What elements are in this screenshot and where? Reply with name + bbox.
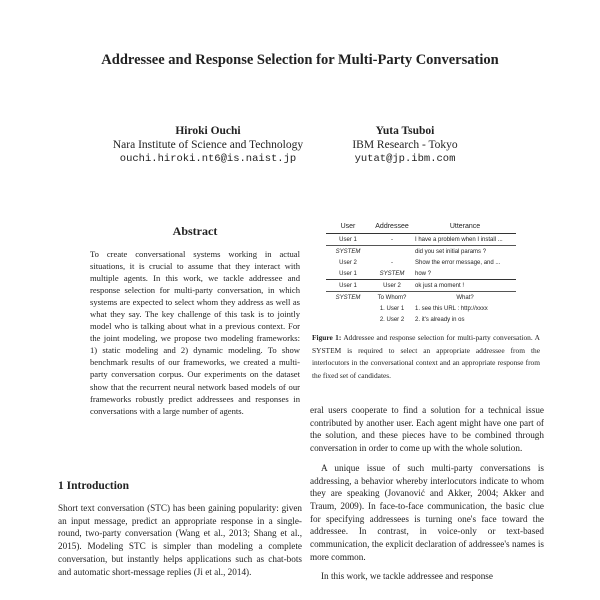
paragraph: eral users cooperate to find a solution for a technical issue contributed by another user. Each agent might have one part of the solution, and these pieces have to be combined through conversation in order to come up with the whole solution.	[310, 405, 544, 454]
paper-title: Addressee and Response Selection for Multi-Party Conversation	[101, 52, 499, 68]
author-email: ouchi.hiroki.nt6@is.naist.jp	[119, 153, 297, 165]
figure-1-table	[326, 222, 516, 325]
cell-utterance: What?	[414, 292, 516, 304]
figure-1-caption	[312, 332, 540, 382]
cell-utterance: how ?	[415, 270, 432, 277]
author-2	[285, 124, 525, 166]
author-affiliation: Nara Institute of Science and Technology	[112, 139, 304, 151]
cell-utterance: Show the error message, and ...	[415, 259, 501, 266]
cell-user: User 1	[326, 280, 370, 292]
table-row	[326, 314, 516, 325]
table-row	[326, 268, 516, 280]
table-row	[326, 257, 516, 268]
caption-text: Addressee and response selection for multi-party conversation. A SYSTEM is required to select an appropriate addressee from the interlocutors in the conversational context and an appropriate response from the fixed set of candidates.	[312, 333, 540, 380]
cell-user: SYSTEM	[326, 246, 370, 258]
author-name: Hiroki Ouchi	[175, 125, 241, 137]
cell-user: SYSTEM	[326, 292, 370, 304]
col-header-utterance: Utterance	[414, 222, 516, 234]
abstract-heading: Abstract	[172, 224, 218, 238]
paragraph: In this work, we tackle addressee and response	[321, 571, 493, 582]
cell-user: User 2	[339, 259, 357, 266]
table-row	[326, 246, 516, 258]
author-email: yutat@jp.ibm.com	[354, 153, 456, 165]
cell-user: User 1	[339, 236, 357, 243]
cell-addressee: User 2	[370, 280, 414, 292]
cell-addressee	[370, 246, 414, 258]
caption-label: Figure 1:	[312, 333, 342, 342]
cell-addressee: SYSTEM	[379, 270, 405, 277]
author-name: Yuta Tsuboi	[375, 125, 435, 137]
introduction-text: Short text conversation (STC) has been gaining popularity: given an input message, predict an appropriate response in a single-round, two-party conversation (Wang et al., 2013; Shang et al., 2015). Modeling STC is simpler than modeling a complete conversation, but instantly helps applications such as chat-bots and automatic short-message replies (Ji et al., 2014).	[58, 503, 302, 577]
cell-utterance: 2. it's already in os	[415, 316, 465, 323]
cell-addressee: -	[391, 236, 393, 243]
cell-addressee: 1. User 1	[379, 305, 405, 312]
cell-utterance: ok just a moment !	[414, 280, 516, 292]
cell-addressee: -	[391, 259, 393, 266]
cell-utterance: I have a problem when I install ...	[415, 236, 503, 243]
cell-addressee: 2. User 2	[379, 316, 405, 323]
table-row	[326, 280, 516, 292]
section-heading-introduction: 1 Introduction	[58, 480, 130, 492]
table-row	[326, 292, 516, 304]
cell-utterance: did you set initial params ?	[414, 246, 516, 258]
cell-utterance: 1. see this URL : http://xxxx	[415, 305, 488, 312]
author-affiliation: IBM Research - Tokyo	[352, 139, 458, 151]
abstract-text: To create conversational systems working in actual situations, it is crucial to assume that they interact with multiple agents. In this work, we tackle addressee and response selection for multi-party conversation, in which systems are expected to select whom they address as well as what they say. The key challenge of this task is to jointly model who is talking about what in a previous context. For the joint modeling, we propose two modeling frameworks: 1) static modeling and 2) dynamic modeling. To show benchmark results of our frameworks, we created a multi-party conversation corpus. Our experiments on the dataset show that the recurrent neural network based models of our frameworks robustly predict addressees and responses in conversations with a large number of agents.	[90, 249, 300, 416]
right-column-text	[310, 404, 544, 590]
cell-user: User 1	[339, 270, 357, 277]
paragraph: A unique issue of such multi-party conversations is addressing, a behavior whereby interlocutors indicate to whom they are speaking (Jovanović and Akker, 2004; Akker and Traum, 2009). In face-to-face communication, the basic clue for specifying addressees is turning one's face toward the addressee. In contrast, in voice-only or text-based communication, the explicit declaration of addressee's names is more common.	[310, 462, 544, 562]
col-header-user: User	[326, 222, 370, 234]
cell-user	[326, 303, 370, 314]
table-row	[326, 234, 516, 246]
cell-user	[326, 314, 370, 325]
col-header-addressee: Addressee	[370, 222, 414, 234]
cell-addressee: To Whom?	[370, 292, 414, 304]
table-row	[326, 303, 516, 314]
